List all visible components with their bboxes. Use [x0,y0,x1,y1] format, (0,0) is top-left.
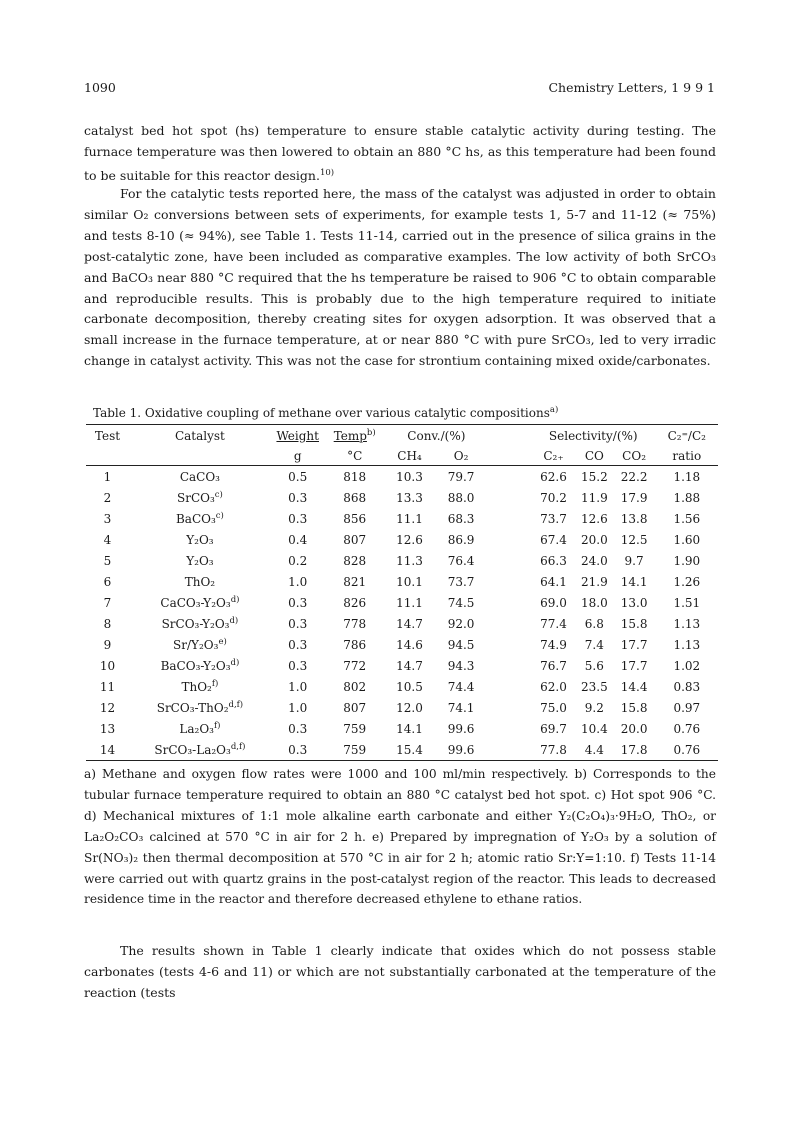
table-body [86,466,718,761]
catalyst-note: d,f) [230,742,246,752]
cell-spacer [488,592,531,613]
subheader-ch4: CH₄ [385,446,434,466]
cell-co2: 15.8 [620,616,648,631]
cell-ch4: 14.6 [396,637,423,652]
paragraph-1 [84,121,716,187]
paragraph-3: The results shown in Table 1 clearly indicate that oxides which do not possess stable carbonates (tests 4-6 and 11) or which are not substantially carbonated at the temperature of the reaction (tests [84,943,716,1000]
cell-spacer [488,487,531,508]
cell-test: 11 [99,679,116,694]
cell-spacer [488,550,531,571]
cell-co: 5.6 [584,658,604,673]
cell-temp: 818 [343,469,367,484]
cell-ch4: 12.0 [396,700,423,715]
cell-catalyst [129,676,271,697]
paragraph-2: For the catalytic tests reported here, the mass of the catalyst was adjusted in order to obtain similar O₂ conversions between sets of experiments, for example tests 1, 5-7 and 11-12 (≈ 75%) and tests 8-10 (≈ 94%), see Table 1. Tests 11-14, carried out in the presence of silica grains in the post-catalytic zone, have been included as comparative examples. The low activity of both SrCO₃ and BaCO₃ near 880 °C required that the hs temperature be raised to 906 °C to obtain comparable and reproducible results. This is probably due to the high temperature required to initiate carbonate decomposition, thereby creating sites for oxygen adsorption. It was observed that a small increase in the furnace temperature, at or near 880 °C with pure SrCO₃, led to very irradic change in catalyst activity. This was not the case for strontium containing mixed oxide/carbonates. [84,186,716,369]
subheader-temp-unit: °C [325,446,385,466]
journal-header: Chemistry Letters, 1 9 9 1 [548,80,715,95]
cell-spacer [488,529,531,550]
cell-ratio: 1.13 [673,616,701,631]
cell-o2: 79.7 [447,469,475,484]
cell-test: 1 [103,469,112,484]
header-weight: Weight [271,425,325,447]
cell-co2: 15.8 [620,700,648,715]
cell-ch4: 15.4 [385,739,434,761]
cell-ch4: 14.7 [396,658,423,673]
cell-co: 6.8 [584,616,604,631]
cell-co: 15.2 [580,469,608,484]
cell-ratio: 1.26 [673,574,701,589]
cell-c2: 73.7 [540,511,567,526]
cell-co2: 13.8 [620,511,648,526]
cell-ratio: 1.90 [673,553,701,568]
cell-catalyst [129,613,271,634]
cell-temp: 807 [343,532,367,547]
cell-c2: 70.2 [540,490,567,505]
header-selectivity: Selectivity/(%) [531,425,656,447]
cell-catalyst [129,487,271,508]
cell-co: 4.4 [576,739,613,761]
cell-co: 24.0 [580,553,608,568]
cell-ratio: 0.97 [673,700,701,715]
cell-o2: 76.4 [447,553,475,568]
catalyst-note: f) [213,721,221,731]
table-row [86,739,718,761]
catalyst-name: SrCO₃-La₂O₃ [154,743,231,757]
table-row [86,676,718,697]
cell-co: 18.0 [580,595,608,610]
catalyst-name: ThO₂ [181,680,212,694]
cell-temp: 759 [325,739,385,761]
cell-co2: 14.1 [620,574,648,589]
catalyst-name: La₂O₃ [179,722,214,736]
subheader-test-blank [86,446,129,466]
table-caption [93,405,558,420]
cell-o2: 74.5 [447,595,475,610]
cell-spacer [488,676,531,697]
cell-c2: 66.3 [540,553,567,568]
cell-ratio: 1.60 [673,532,701,547]
cell-c2: 62.6 [540,469,567,484]
cell-c2: 77.8 [531,739,576,761]
table-row [86,697,718,718]
cell-ch4: 12.6 [396,532,423,547]
header-conversion: Conv./(%) [385,425,488,447]
header-temp-note: b) [366,428,376,438]
cell-weight: 1.0 [288,574,308,589]
subheader-co2: CO₂ [613,446,656,466]
cell-ratio: 0.76 [673,721,701,736]
catalyst-note: d) [230,595,240,605]
cell-catalyst [129,739,271,761]
cell-weight: 0.3 [288,511,308,526]
cell-weight: 0.4 [288,532,308,547]
catalyst-note: f) [211,679,219,689]
cell-co2: 12.5 [620,532,648,547]
catalyst-name: ThO₂ [184,574,216,589]
subheader-ratio: ratio [656,446,718,466]
catalyst-name: Y₂O₃ [186,553,214,568]
cell-catalyst [129,466,271,488]
cell-test: 7 [103,595,112,610]
table-row [86,466,718,488]
cell-c2: 62.0 [540,679,567,694]
catalyst-name: CaCO₃-Y₂O₃ [160,596,231,610]
cell-ch4: 11.1 [396,511,423,526]
cell-catalyst [129,655,271,676]
catalyst-note: d) [229,616,239,626]
cell-ch4: 10.3 [396,469,423,484]
table-row [86,508,718,529]
table-row [86,550,718,571]
cell-co: 10.4 [580,721,608,736]
cell-test: 4 [103,532,112,547]
subheader-c2: C₂₊ [531,446,576,466]
cell-co: 12.6 [580,511,608,526]
cell-ratio: 1.02 [673,658,701,673]
cell-ratio: 0.76 [656,739,718,761]
table-footnotes: a) Methane and oxygen flow rates were 1000 and 100 ml/min respectively. b) Corresponds to the tubular furnace temperature required to obtain an 880 °C catalyst bed hot spot. c) Hot spot 906 °C. d) Mechanical mixtures of 1:1 mole alkaline earth carbonate and either Y₂(C₂O₄)₃·9H₂O, ThO₂, or La₂O₂CO₃ calcined at 570 °C in air for 2 h. e) Prepared by impregnation of Y₂O₃ by a solution of Sr(NO₃)₂ then thermal decomposition at 570 °C in air for 2 h; atomic ratio Sr:Y=1:10. f) Tests 11-14 were carried out with quartz grains in the post-catalyst region of the reactor. This leads to decreased residence time in the reactor and therefore decreased ethylene to ethane ratios. [84,767,716,907]
cell-weight: 0.3 [288,490,308,505]
cell-o2: 94.3 [447,658,475,673]
cell-test: 12 [99,700,116,715]
cell-ratio: 1.51 [673,595,701,610]
catalyst-note: d,f) [228,700,244,710]
catalyst-name: CaCO₃ [179,469,220,484]
cell-test: 5 [103,553,112,568]
cell-test: 14 [86,739,129,761]
cell-co: 23.5 [580,679,608,694]
header-ratio: C₂⁼/C₂ [656,425,718,447]
cell-weight: 1.0 [288,700,308,715]
catalyst-name: Sr/Y₂O₃ [173,638,219,652]
cell-temp: 802 [343,679,367,694]
cell-weight: 0.3 [288,721,308,736]
cell-test: 8 [103,616,112,631]
cell-catalyst [129,634,271,655]
cell-test: 10 [99,658,116,673]
cell-co2: 17.7 [620,658,648,673]
cell-ch4: 10.1 [396,574,423,589]
cell-temp: 759 [343,721,367,736]
cell-co: 7.4 [584,637,604,652]
cell-test: 2 [103,490,112,505]
catalyst-name: Y₂O₃ [186,532,214,547]
cell-c2: 64.1 [540,574,567,589]
cell-spacer [488,613,531,634]
cell-o2: 68.3 [447,511,475,526]
table-subheader-row [86,446,718,466]
cell-catalyst [129,718,271,739]
cell-temp: 868 [343,490,367,505]
catalyst-note: c) [214,490,223,500]
cell-c2: 76.7 [540,658,567,673]
header-catalyst: Catalyst [129,425,271,447]
cell-test: 9 [103,637,112,652]
cell-o2: 88.0 [447,490,475,505]
table-row [86,487,718,508]
cell-o2: 99.6 [447,721,475,736]
cell-ratio: 1.13 [673,637,701,652]
cell-weight: 0.3 [288,595,308,610]
cell-weight: 0.3 [288,658,308,673]
catalyst-note: e) [218,637,227,647]
cell-o2: 99.6 [434,739,488,761]
subheader-spacer [488,446,531,466]
cell-o2: 74.1 [447,700,475,715]
cell-c2: 77.4 [540,616,567,631]
catalyst-name: BaCO₃ [175,512,216,526]
cell-co2: 22.2 [620,469,648,484]
subheader-catalyst-blank [129,446,271,466]
cell-spacer [488,718,531,739]
cell-ratio: 1.88 [673,490,701,505]
cell-temp: 856 [343,511,367,526]
table-row [86,634,718,655]
cell-temp: 821 [343,574,367,589]
cell-catalyst [129,571,271,592]
cell-o2: 74.4 [447,679,475,694]
cell-temp: 772 [343,658,367,673]
cell-c2: 67.4 [540,532,567,547]
cell-temp: 778 [343,616,367,631]
cell-spacer [488,697,531,718]
caption-note: a) [549,405,559,415]
table-row [86,592,718,613]
header-spacer [488,425,531,447]
catalyst-note: c) [215,511,224,521]
cell-weight: 0.5 [288,469,308,484]
cell-weight: 1.0 [288,679,308,694]
cell-co: 9.2 [584,700,604,715]
catalyst-note: d) [230,658,240,668]
cell-test: 13 [99,721,116,736]
header-temp-text: Temp [333,429,367,443]
cell-spacer [488,571,531,592]
cell-co2: 20.0 [620,721,648,736]
cell-test: 6 [103,574,112,589]
cell-temp: 807 [343,700,367,715]
cell-ch4: 13.3 [396,490,423,505]
header-test: Test [86,425,129,447]
table-row [86,529,718,550]
cell-weight: 0.3 [288,616,308,631]
table-row [86,571,718,592]
cell-test: 3 [103,511,112,526]
cell-spacer [488,634,531,655]
cell-ratio: 1.56 [673,511,701,526]
cell-ch4: 11.1 [396,595,423,610]
cell-spacer [488,508,531,529]
cell-spacer [488,739,531,761]
cell-o2: 86.9 [447,532,475,547]
cell-o2: 94.5 [447,637,475,652]
cell-catalyst [129,550,271,571]
cell-co2: 17.9 [620,490,648,505]
subheader-co: CO [576,446,613,466]
cell-c2: 74.9 [540,637,567,652]
cell-ch4: 10.5 [396,679,423,694]
cell-spacer [488,655,531,676]
cell-catalyst [129,697,271,718]
table-row [86,718,718,739]
subheader-o2: O₂ [434,446,488,466]
cell-co2: 17.7 [620,637,648,652]
table-caption-text: Table 1. Oxidative coupling of methane over various catalytic compositions [93,406,550,420]
catalyst-name: SrCO₃-ThO₂ [156,701,229,715]
reference-mark: 10) [319,167,335,178]
cell-ch4: 14.1 [396,721,423,736]
cell-o2: 73.7 [447,574,475,589]
cell-temp: 826 [343,595,367,610]
catalyst-name: BaCO₃-Y₂O₃ [160,659,231,673]
cell-c2: 69.0 [540,595,567,610]
cell-ratio: 0.83 [673,679,701,694]
cell-c2: 69.7 [540,721,567,736]
catalyst-name: SrCO₃-Y₂O₃ [161,617,230,631]
cell-co: 20.0 [580,532,608,547]
page-number: 1090 [84,80,116,95]
cell-c2: 75.0 [540,700,567,715]
cell-co2: 9.7 [624,553,644,568]
cell-spacer [488,466,531,488]
cell-catalyst [129,592,271,613]
cell-temp: 828 [343,553,367,568]
cell-catalyst [129,529,271,550]
table-row [86,655,718,676]
catalyst-name: SrCO₃ [176,491,215,505]
cell-co: 21.9 [580,574,608,589]
cell-weight: 0.3 [288,637,308,652]
results-table [86,424,718,761]
subheader-weight-unit: g [271,446,325,466]
header-temp [325,425,385,447]
cell-o2: 92.0 [447,616,475,631]
cell-co2: 17.8 [613,739,656,761]
table-header-row [86,425,718,447]
cell-co: 11.9 [580,490,608,505]
paragraph-1-text: catalyst bed hot spot (hs) temperature to ensure stable catalytic activity during testing. The furnace temperature was then lowered to obtain an 880 °C hs, as this temperature had been found to be suitable for this reactor design. [84,123,716,183]
cell-ch4: 14.7 [396,616,423,631]
cell-weight: 0.2 [288,553,308,568]
cell-co2: 14.4 [620,679,648,694]
cell-weight: 0.3 [271,739,325,761]
cell-ratio: 1.18 [673,469,701,484]
cell-catalyst [129,508,271,529]
table-row [86,613,718,634]
cell-ch4: 11.3 [396,553,423,568]
cell-co2: 13.0 [620,595,648,610]
cell-temp: 786 [343,637,367,652]
